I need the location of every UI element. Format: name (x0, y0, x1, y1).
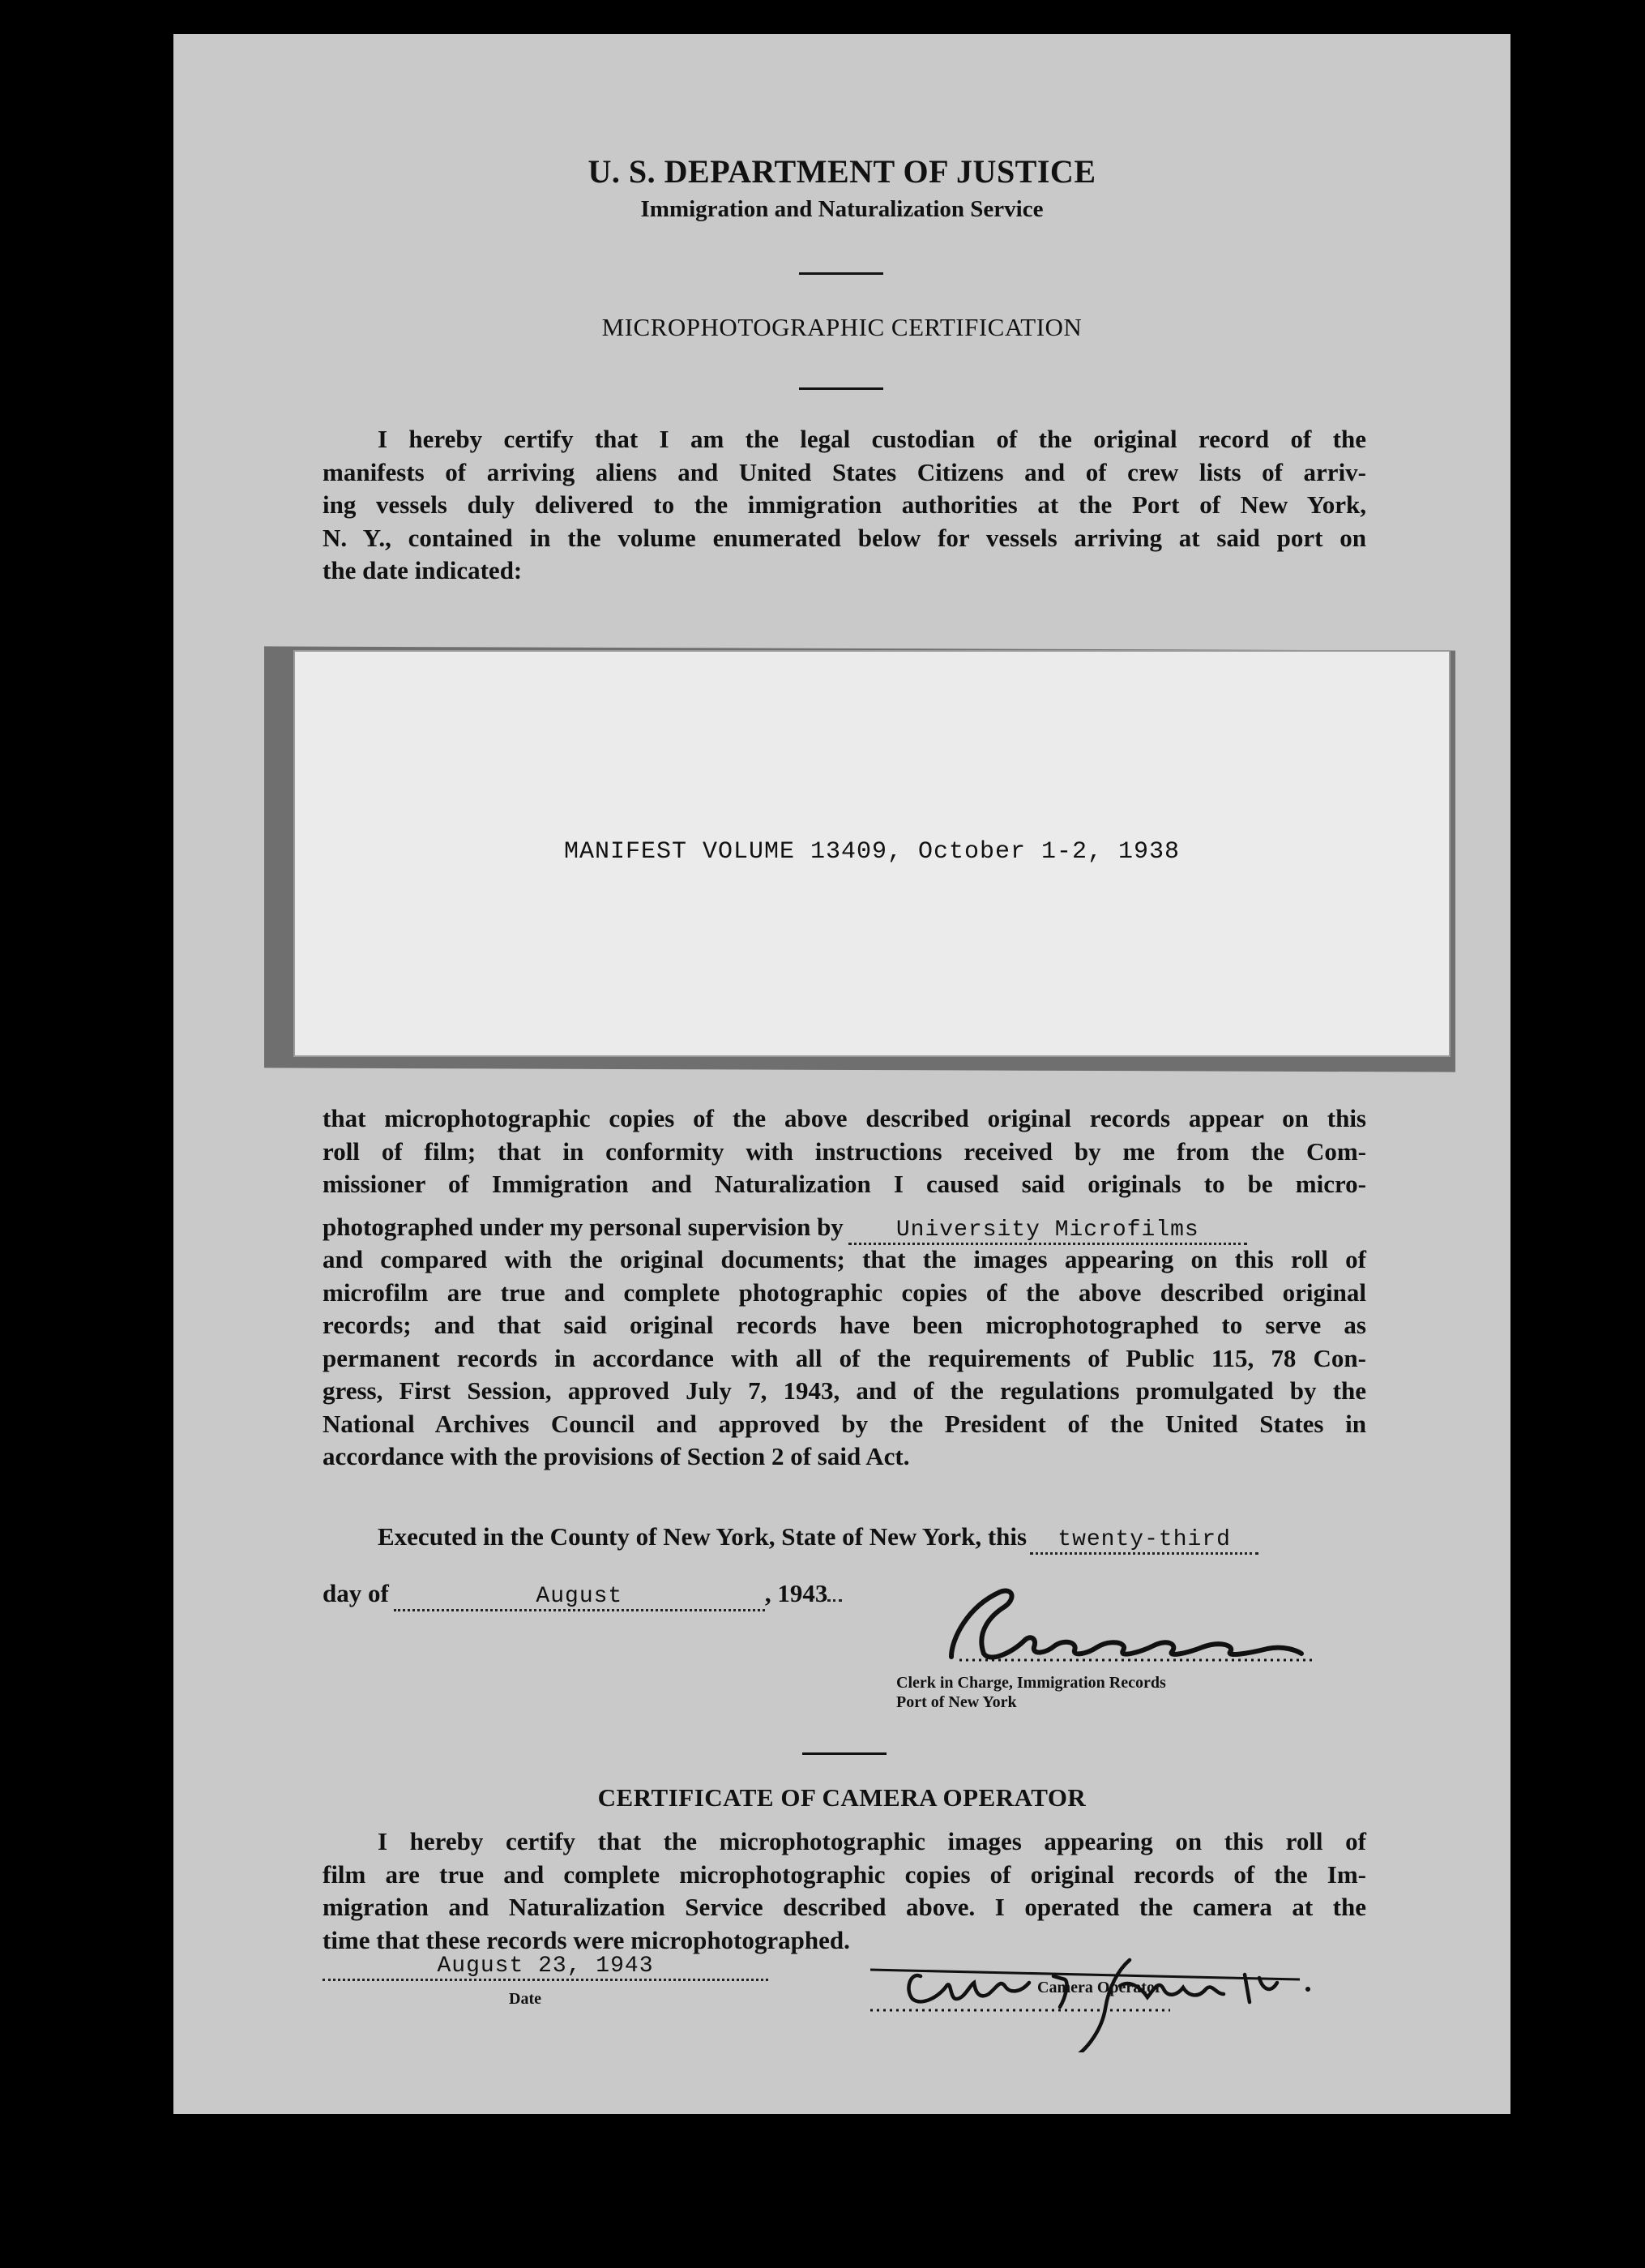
intro-paragraph (323, 423, 1366, 588)
intro-line: ing vessels duly delivered to the immigration authorities at the Port of New York, (323, 490, 1366, 519)
intro-line: I hereby certify that I am the legal custodian of the original record of the (378, 425, 1366, 453)
day-of-line (323, 1579, 842, 1611)
certification-title: MICROPHOTOGRAPHIC CERTIFICATION (601, 313, 1083, 341)
camera-certificate-title: CERTIFICATE OF CAMERA OPERATOR (597, 1783, 1087, 1812)
body-line: gress, First Session, approved July 7, 1943, and of the regulations promulgated by the (323, 1376, 1366, 1405)
clerk-signature (935, 1582, 1357, 1675)
body-line: roll of film; that in conformity with instructions received by me from the Com- (323, 1136, 1366, 1166)
camera-date-value: August 23, 1943 (323, 1954, 768, 1981)
operator-label: Camera Operator (1037, 1979, 1162, 1996)
supervision-line (323, 1213, 1247, 1245)
intro-line: manifests of arriving aliens and United States Citizens and of crew lists of arriv- (323, 457, 1366, 486)
camera-line: migration and Naturalization Service described above. I operated the camera at the (323, 1893, 1366, 1921)
department-title: U. S. DEPARTMENT OF JUSTICE (588, 153, 1096, 190)
body-line: missioner of Immigration and Naturalization I caused said originals to be micro- (323, 1170, 1366, 1198)
year-fill (827, 1599, 842, 1602)
day-of-label: day of (323, 1579, 389, 1607)
service-subtitle: Immigration and Naturalization Service (640, 196, 1044, 222)
executed-prefix: Executed in the County of New York, State of New York, this (378, 1522, 1028, 1551)
body-line: microfilm are true and complete photographic copies of the above described original (323, 1277, 1366, 1307)
manifest-volume-text: MANIFEST VOLUME 13409, October 1-2, 1938 (563, 838, 1181, 866)
date-line (323, 1949, 768, 1981)
body-line: permanent records in accordance with all of the requirements of Public 115, 78 Con- (323, 1343, 1366, 1372)
clerk-signature-graphic (935, 1582, 1357, 1671)
intro-line: N. Y., contained in the volume enumerated below for vessels arriving at said port on (323, 523, 1366, 552)
divider (802, 1752, 887, 1755)
camera-line: time that these records were microphotographed. (323, 1925, 850, 1954)
body-line: records; and that said original records have been microphotographed to serve as (323, 1311, 1366, 1339)
certificate-document (173, 34, 1510, 2114)
supervision-value: University Microfilms (848, 1218, 1247, 1245)
divider (799, 387, 883, 390)
executed-year: , 1943 (764, 1579, 828, 1607)
manifest-insert-card (295, 652, 1449, 1055)
body-line: National Archives Council and approved by the President of the United States in (323, 1409, 1366, 1438)
camera-line: I hereby certify that the microphotographic images appearing on this roll of (378, 1827, 1366, 1855)
divider (799, 272, 883, 275)
clerk-title: Clerk in Charge, Immigration Records (896, 1674, 1166, 1692)
clerk-place: Port of New York (896, 1693, 1017, 1711)
executed-line (378, 1522, 1258, 1555)
operator-signature-graphic (862, 1898, 1316, 2052)
body-line: accordance with the provisions of Section 2 of said Act. (323, 1442, 910, 1470)
executed-day: twenty-third (1030, 1528, 1258, 1555)
executed-month: August (394, 1585, 765, 1611)
body-paragraph-b (323, 1243, 1366, 1474)
body-line: and compared with the original documents; that the images appearing on this roll of (323, 1245, 1366, 1273)
clerk-caption (896, 1673, 1166, 1712)
camera-line: film are true and complete microphotographic copies of original records of the Im- (323, 1859, 1366, 1889)
supervision-prefix: photographed under my personal supervision by (323, 1213, 844, 1241)
body-line: that microphotographic copies of the above described original records appear on this (323, 1104, 1366, 1132)
intro-line: the date indicated: (323, 556, 523, 584)
body-paragraph-a (323, 1102, 1366, 1201)
date-label: Date (509, 1990, 541, 2008)
